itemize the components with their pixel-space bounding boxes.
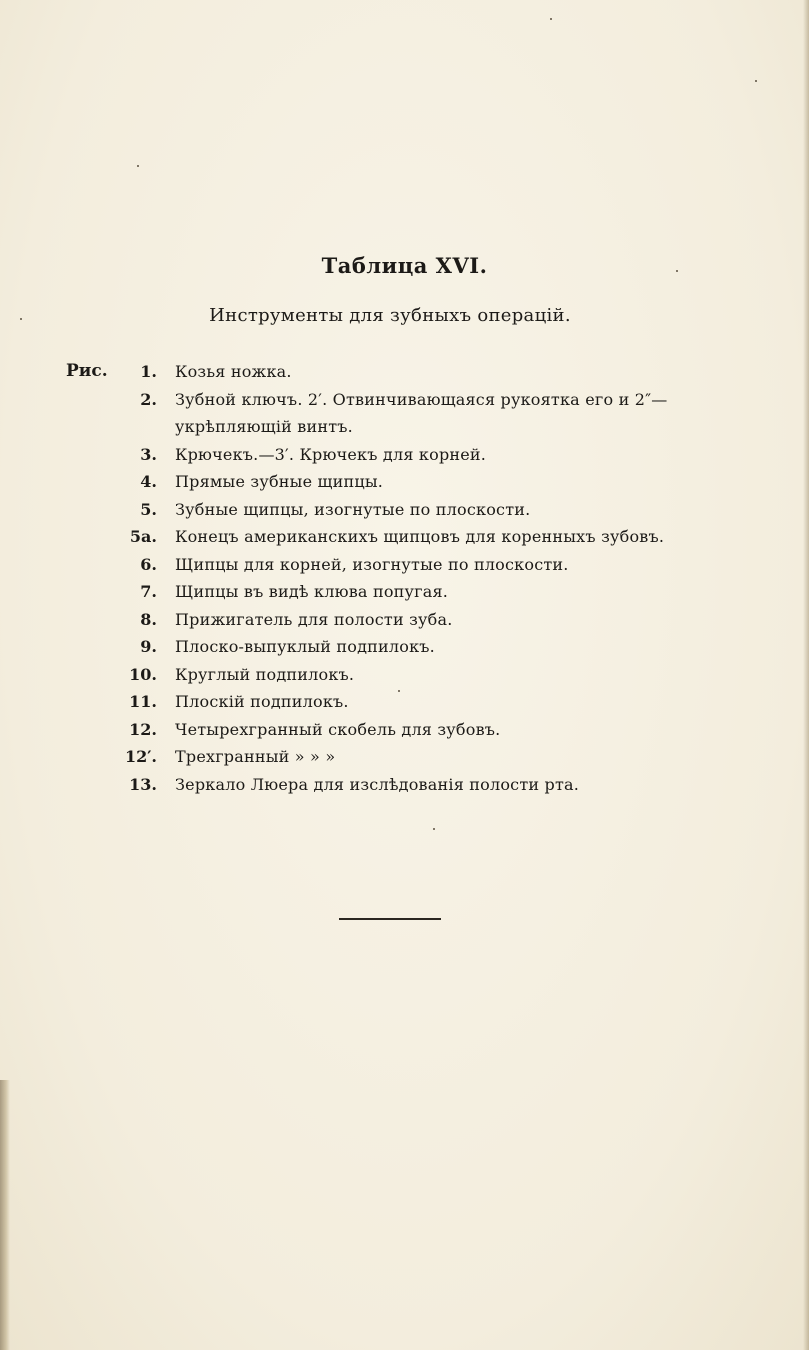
list-item (0, 441, 809, 469)
figure-description: Прямые зубные щипцы. (175, 472, 384, 491)
list-item (0, 633, 809, 661)
figure-description: Зубной ключъ. 2′. Отвинчивающаяся рукоятка его и 2″— (175, 389, 668, 409)
paper-speck (20, 318, 22, 320)
list-item (0, 468, 809, 496)
list-item (0, 661, 809, 689)
figure-number: 12′. (124, 747, 157, 766)
figure-description: Прижигатель для полости зуба. (175, 609, 453, 629)
figure-description: укрѣпляющій винтъ. (175, 417, 353, 436)
figure-description: Плоско-выпуклый подпилокъ. (175, 637, 435, 656)
page-subtitle: Инструменты для зубныхъ операцій. (209, 305, 571, 326)
figure-number: 6. (140, 554, 157, 574)
list-item (0, 606, 809, 634)
list-item (0, 358, 809, 386)
figure-number: 4. (140, 472, 157, 491)
page-edge-shadow (0, 1080, 10, 1350)
figure-description: Щипцы въ видѣ клюва попугая. (175, 582, 449, 601)
list-item (0, 496, 809, 524)
list-item (0, 578, 809, 606)
section-divider (339, 918, 441, 920)
figure-description: Плоскій подпилокъ. (175, 692, 349, 711)
list-item (0, 551, 809, 579)
figure-description: Щипцы для корней, изогнутые по плоскости. (175, 554, 569, 574)
figure-number: 3. (140, 444, 157, 464)
figure-description: Зубные щипцы, изогнутые по плоскости. (175, 499, 531, 519)
list-item (0, 523, 809, 551)
figure-number: 10. (129, 664, 157, 684)
list-item (0, 716, 809, 744)
figure-description: Трехгранный » » » (175, 747, 336, 766)
paper-speck (137, 165, 139, 167)
figure-description: Круглый подпилокъ. (175, 664, 355, 684)
figure-number: 12. (129, 719, 157, 739)
figure-number: 2. (140, 389, 157, 409)
paper-speck (755, 80, 757, 82)
figure-number: 5а. (129, 527, 157, 546)
figure-description: Зеркало Люера для изслѣдованія полости рта. (175, 774, 580, 794)
list-item (0, 413, 809, 441)
list-prefix: Рис. (66, 361, 108, 381)
paper-speck (676, 270, 678, 272)
figure-description: Козья ножка. (175, 362, 292, 381)
list-item (0, 688, 809, 716)
figure-number: 8. (140, 609, 157, 629)
figure-description: Конецъ американскихъ щипцовъ для коренныхъ зубовъ. (175, 527, 665, 546)
figure-description: Четырехгранный скобель для зубовъ. (175, 719, 501, 739)
list-item (0, 771, 809, 799)
figure-description: Крючекъ.—3′. Крючекъ для корней. (175, 444, 487, 464)
figure-number: 5. (140, 499, 157, 519)
paper-speck (433, 828, 435, 830)
figure-list (0, 358, 809, 798)
page-title: Таблица XVI. (321, 253, 488, 278)
figure-number: 7. (140, 582, 157, 601)
figure-number: 13. (129, 774, 157, 794)
figure-number: 11. (129, 692, 157, 711)
list-item (0, 386, 809, 414)
paper-speck (550, 18, 552, 20)
figure-number: 1. (140, 362, 157, 381)
figure-number: 9. (140, 637, 157, 656)
list-item (0, 743, 809, 771)
paper-speck (398, 690, 400, 692)
